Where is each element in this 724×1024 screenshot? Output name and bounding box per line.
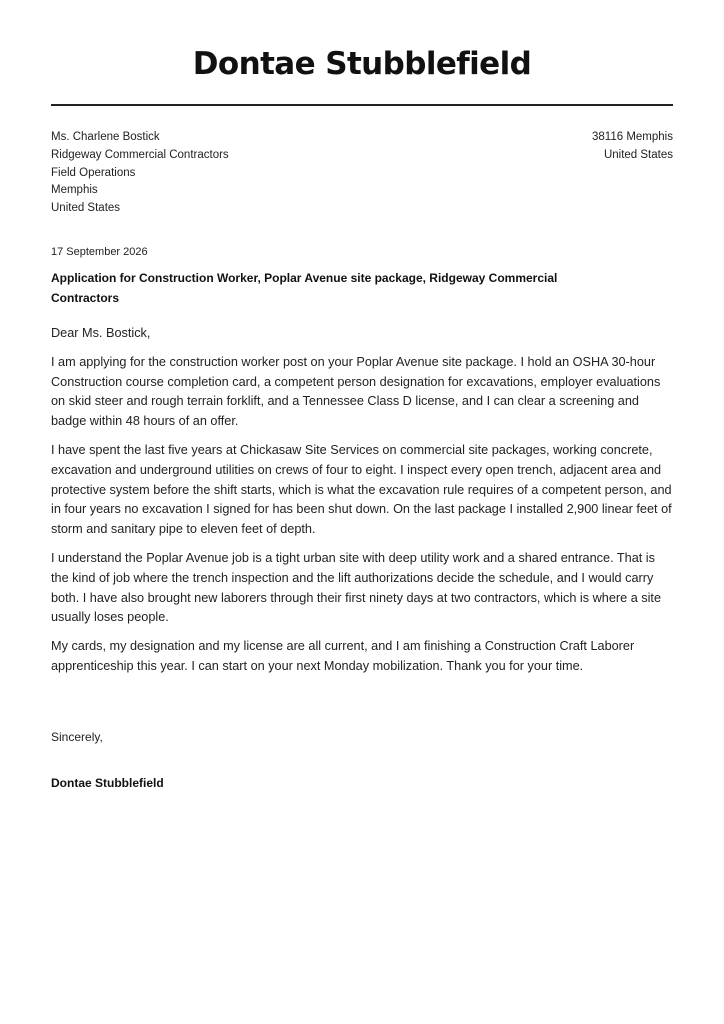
recipient-department: Field Operations bbox=[51, 166, 136, 179]
salutation: Dear Ms. Bostick, bbox=[51, 326, 151, 340]
letter-closing: Sincerely, bbox=[51, 730, 103, 744]
letter-subject: Application for Construction Worker, Poplar Avenue site package, Ridgeway Commercial Contractors bbox=[51, 271, 558, 305]
recipient-name: Ms. Charlene Bostick bbox=[51, 131, 160, 143]
applicant-name-heading: Dontae Stubblefield bbox=[192, 46, 532, 82]
recipient-address-block bbox=[51, 129, 229, 218]
recipient-city: Memphis bbox=[51, 184, 98, 197]
recipient-country: United States bbox=[51, 202, 121, 215]
body-paragraph-4: My cards, my designation and my license are all current, and I am finishing a Construction Craft Laborer apprenticeship this year. I can start on your next Monday mobilization. Thank you for your time. bbox=[51, 639, 635, 673]
letter-signature: Dontae Stubblefield bbox=[51, 776, 164, 790]
header-divider bbox=[51, 104, 673, 106]
letter-body bbox=[51, 324, 675, 686]
body-paragraph-1: I am applying for the construction worker post on your Poplar Avenue site package. I hold an OSHA 30-hour Construction course completion card, a competent person designation for excavations, employer evaluations on skid steer and rough terrain forklift, and a Tennessee Class D license, and I can clear a screening and badge within 48 hours of an offer. bbox=[51, 354, 661, 429]
sender-country: United States bbox=[603, 148, 673, 161]
sender-postal-city: 38116 Memphis bbox=[592, 131, 673, 143]
body-paragraph-3: I understand the Poplar Avenue job is a tight urban site with deep utility work and a shared entrance. That is the kind of job where the trench inspection and the lift authorizations decide the schedule, and I would carry both. I have also brought new laborers through their first ninety days at two contractors, which is where a site usually loses people. bbox=[51, 550, 662, 625]
body-paragraph-2: I have spent the last five years at Chickasaw Site Services on commercial site packages, working concrete, excavation and underground utilities on crews of four to eight. I inspect every open trench, adjacent area and protective system before the shift starts, which is what the excavation rule requires of a competent person, and in four years no excavation I signed for has been shut down. On the last package I installed 2,900 linear feet of storm and sanitary pipe to eleven feet of depth. bbox=[51, 442, 672, 537]
letter-date: 17 September 2026 bbox=[51, 246, 148, 258]
sender-address-block bbox=[592, 129, 673, 165]
recipient-company: Ridgeway Commercial Contractors bbox=[51, 148, 229, 161]
